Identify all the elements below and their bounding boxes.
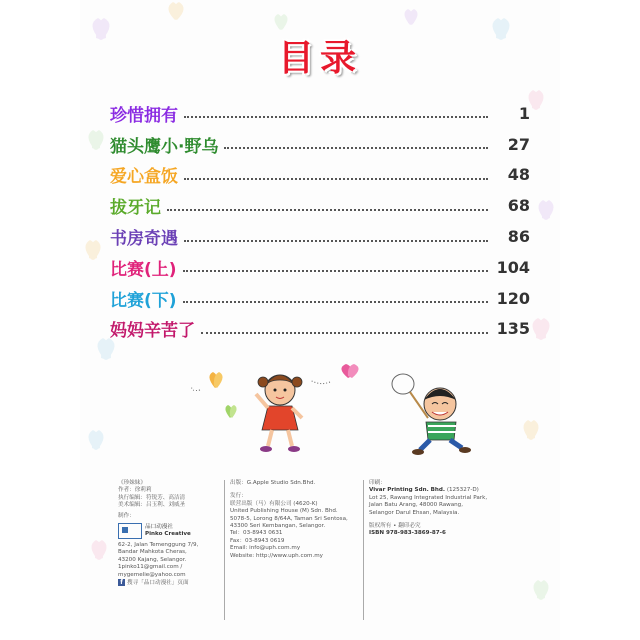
editor-credit: 执行编辑：符锐芳、高洁清 xyxy=(118,494,186,501)
divider xyxy=(224,480,225,620)
table-of-contents xyxy=(110,98,530,344)
toc-page-number: 27 xyxy=(507,134,530,154)
toc-entry[interactable] xyxy=(110,98,530,129)
author-credit: 作者：徐莉莉 xyxy=(118,487,152,494)
divider xyxy=(363,480,364,620)
distributor-label: 发行： xyxy=(230,493,247,500)
toc-page-number: 120 xyxy=(496,288,530,308)
pinko-logo xyxy=(118,523,228,539)
toc-page-number: 68 xyxy=(507,196,530,216)
toc-entry[interactable] xyxy=(110,252,530,283)
toc-label: 爱心盒饭 xyxy=(110,167,178,188)
leader-dots xyxy=(167,209,488,211)
leader-dots xyxy=(183,301,488,303)
printer-reg-no: (125327-D) xyxy=(446,487,479,494)
toc-label: 妈妈辛苦了 xyxy=(110,321,195,342)
leader-dots xyxy=(184,240,488,242)
toc-entry[interactable] xyxy=(110,283,530,314)
address-line: 43200 Kajang, Selangor. xyxy=(118,556,187,563)
toc-entry[interactable] xyxy=(110,190,530,221)
toc-page-number: 48 xyxy=(507,165,530,185)
credits-column xyxy=(118,480,228,587)
print-label: 印刷： xyxy=(369,480,386,486)
toc-label: 书房奇遇 xyxy=(110,229,178,250)
butterfly-icon xyxy=(209,372,222,388)
toc-label: 比赛(上) xyxy=(110,259,177,280)
toc-label: 拔牙记 xyxy=(110,198,161,219)
art-credit: 美术编辑：吕玉利、刘威圣 xyxy=(118,502,186,509)
toc-entry[interactable] xyxy=(110,160,530,191)
logo-name-cn: 品口动漫社 xyxy=(145,523,173,530)
email-line[interactable]: Email: info@uph.com.my xyxy=(230,545,301,552)
address-line: 5078-5, Lorong 8/64A, Taman Sri Sentosa, xyxy=(230,515,348,522)
butterfly-icon xyxy=(341,364,358,378)
toc-page-number: 135 xyxy=(496,319,530,339)
leader-dots xyxy=(183,270,488,272)
toc-entry[interactable] xyxy=(110,221,530,252)
cartoon-illustration xyxy=(80,360,560,460)
production-label: 制作： xyxy=(118,512,135,519)
address-line: 43300 Seri Kembangan, Selangor. xyxy=(230,523,326,530)
email-line: 1pinko11@gmail.com / xyxy=(118,564,183,571)
website-line[interactable]: Website: http://www.uph.com.my xyxy=(230,552,323,559)
fax-line: Fax：03-8943 0619 xyxy=(230,537,285,544)
leader-dots xyxy=(201,332,488,334)
book-page xyxy=(80,0,560,640)
page-title: 目录 xyxy=(277,38,362,79)
publisher-line: 出版：G.Apple Studio Sdn.Bhd. xyxy=(230,480,316,486)
toc-label: 珍惜拥有 xyxy=(110,105,178,126)
toc-page-number: 1 xyxy=(518,103,530,123)
boy-character xyxy=(392,374,471,455)
imprint-footer xyxy=(80,470,560,640)
book-series: 《珍妹妹》 xyxy=(118,480,146,486)
copyright-line: 版权所有 • 翻印必究 xyxy=(369,523,421,530)
publisher-column xyxy=(230,480,370,560)
toc-label: 猫头鹰小·野乌 xyxy=(110,136,219,157)
facebook-line[interactable] xyxy=(118,579,228,587)
leader-dots xyxy=(184,178,488,180)
leader-dots xyxy=(184,116,488,118)
toc-page-number: 104 xyxy=(496,257,530,277)
girl-character xyxy=(256,375,302,452)
address-line: Bandar Mahkota Cheras, xyxy=(118,549,187,556)
distributor-en: United Publishing House (M) Sdn. Bhd. xyxy=(230,508,338,515)
pinko-logo-icon xyxy=(118,523,142,539)
logo-name-en: Pinko Creative xyxy=(145,531,191,538)
address-line: Selangor Darul Ehsan, Malaysia. xyxy=(369,509,460,516)
address-line: Lot 25, Rawang Integrated Industrial Park, xyxy=(369,494,488,501)
toc-page-number: 86 xyxy=(507,227,530,247)
butterfly-icon xyxy=(225,405,236,418)
toc-entry[interactable] xyxy=(110,129,530,160)
address-line: 62-2, Jalan Temenggung 7/9, xyxy=(118,542,199,549)
printer-name: Vivar Printing Sdn. Bhd. xyxy=(369,487,446,494)
facebook-text: 搜寻「品口动漫社」页面 xyxy=(127,580,189,587)
distributor-cn: 联营出版（马）有限公司 (4620-K) xyxy=(230,500,318,507)
leader-dots xyxy=(224,147,488,149)
facebook-icon: f xyxy=(118,579,125,586)
address-line: Jalan Batu Arang, 48000 Rawang, xyxy=(369,502,464,509)
toc-label: 比赛(下) xyxy=(110,290,177,311)
isbn-line: ISBN 978-983-3869-87-6 xyxy=(369,530,446,537)
tel-line: Tel：03-8943 0631 xyxy=(230,530,283,537)
printer-column xyxy=(369,480,529,538)
toc-entry[interactable] xyxy=(110,314,530,345)
email-line: mygemelie@yahoo.com xyxy=(118,571,186,578)
